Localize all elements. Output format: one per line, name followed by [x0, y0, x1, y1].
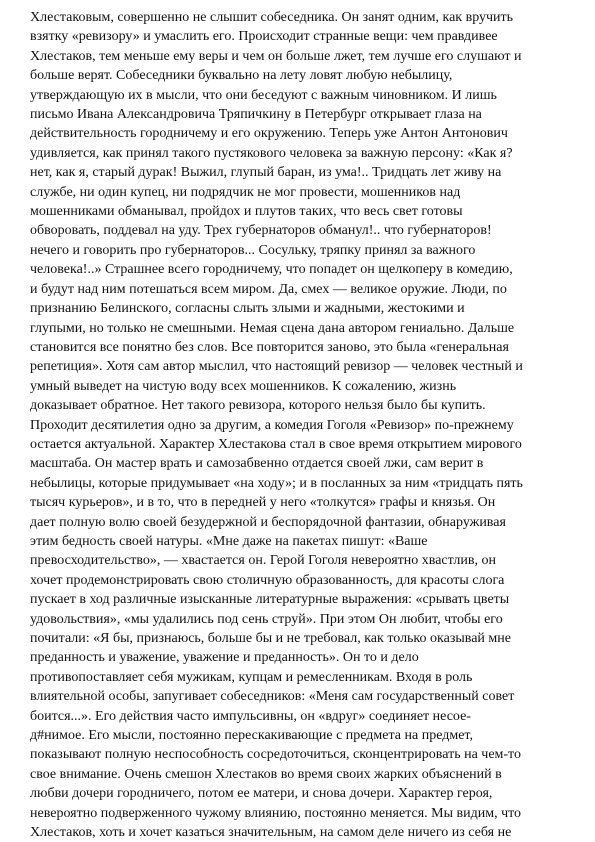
text-line: тысяч курьеров», и в то, что в передней у него «толкутся» графы и князья. Он: [30, 495, 496, 511]
text-line: доказывает обратное. Нет такого ревизора, которого нельзя было бы купить.: [30, 398, 486, 414]
text-line: пускает в ход различные изысканные литературные выражения: «срывать цветы: [30, 592, 510, 608]
text-line: любви дочери городничего, потом ее матери, и снова дочери. Характер героя,: [30, 786, 493, 802]
text-line: превосходительство», — хвастается он. Герой Гоголя невероятно хвастлив, он: [30, 553, 496, 569]
text-line: и будут над ним потешаться всем миром. Да, смех — великое оружие. Люди, по: [30, 281, 507, 297]
text-line: остается актуальной. Характер Хлестакова стал в свое время открытием мирового: [30, 436, 522, 452]
text-line: больше верят. Собеседники буквально на лету ловят любую небылицу,: [30, 68, 453, 84]
text-line: преданность и уважение, уважение и преданность». Он то и дело: [30, 650, 419, 666]
text-line: удивляется, как принял такого пустякового человека за важную персону: «Как я?: [30, 145, 513, 161]
text-line: глупыми, но только не смешными. Немая сцена дана автором гениально. Дальше: [30, 320, 515, 336]
text-line: нет, как я, старый дурак! Выжил, глупый баран, из ума!.. Тридцать лет живу на: [30, 165, 502, 181]
text-line: масштаба. Он мастер врать и самозабвенно отдается своей лжи, сам верит в: [30, 456, 484, 472]
text-line: человека!..» Страшнее всего городничему, что попадет он щелкоперу в комедию,: [30, 262, 513, 278]
text-line: боится...». Его действия часто импульсивны, он «вдруг» соединяет несое-: [30, 708, 471, 724]
text-line: взятку «ревизору» и умаслить его. Происходит странные вещи: чем правдивее: [30, 29, 498, 45]
text-line: Хлестаковым, совершенно не слышит собеседника. Он занят одним, как вручить: [30, 10, 514, 25]
text-line: удовольствия», «мы удалились под сень струй». При этом Он любит, чтобы его: [30, 611, 503, 627]
text-line: письмо Ивана Александровича Тряпичкину в Петербург открывает глаза на: [30, 107, 482, 123]
text-line: почитали: «Я бы, признаюсь, больше бы и не требовал, как только оказывай мне: [30, 631, 511, 646]
text-line: признанию Белинского, согласны слыть злыми и жадными, жестокими и: [30, 301, 465, 317]
text-line: обворовать, поддевал на уду. Трех губернаторов обманул!.. что губернаторов!: [30, 223, 492, 239]
text-line: нечего и говорить про губернаторов... Сосульку, тряпку принял за важного: [30, 242, 476, 258]
text-line: становится все понятно без слов. Все повторится заново, это была «генеральная: [30, 339, 509, 355]
text-line: действительность городничему и его окружению. Теперь уже Антон Антонович: [30, 126, 508, 142]
text-line: утверждающую их в мысли, что они беседуют с важным чиновником. И лишь: [30, 87, 497, 103]
text-line: невероятно подверженного чужому влиянию, постоянно меняется. Мы видим, что: [30, 805, 522, 821]
text-line: Хлестаков, тем меньше ему веры и чем он больше лжет, тем лучше его слушают и: [30, 48, 522, 64]
essay-text: [30, 8, 570, 842]
text-line: Проходит десятилетия одно за другим, а комедия Гоголя «Ревизор» по-прежнему: [30, 417, 514, 433]
text-line: умный выведет на чистую воду всех мошенников. К сожалению, жизнь: [30, 378, 457, 394]
text-line: этим бедность своей натуры. «Мне даже на пакетах пишут: «Ваше: [30, 533, 428, 549]
text-line: д#нимое. Его мысли, постоянно перескакивающие с предмета на предмет,: [30, 728, 473, 744]
text-line: показывают полную неспособность сосредоточиться, сконцентрировать на чем-то: [30, 747, 521, 763]
text-line: дает полную волю своей безудержной и беспорядочной фантазии, обнаруживая: [30, 514, 506, 530]
text-line: мошенниками обманывал, пройдох и плутов таких, что весь свет готовы: [30, 204, 463, 220]
text-line: влиятельной особы, запугивает собеседников: «Меня сам государственный совет: [30, 689, 515, 705]
text-line: хочет продемонстрировать свою столичную образованность, для красоты слога: [30, 572, 505, 588]
text-line: противопоставляет себя мужикам, купцам и ремесленникам. Входя в роль: [30, 669, 473, 685]
text-line: свое внимание. Очень смешон Хлестаков во время своих жарких объяснений в: [30, 766, 502, 782]
text-line: репетиция». Хотя сам автор мыслил, что настоящий ревизор — человек честный и: [30, 359, 523, 375]
text-line: Хлестаков, хоть и хочет казаться значительным, на самом деле ничего из себя не: [30, 825, 512, 841]
text-line: небылицы, которые придумывает «на ходу»; и в посланных за ним «тридцать пять: [30, 475, 523, 491]
text-line: службе, ни один купец, ни подрядчик не мог провести, мошенников над: [30, 184, 461, 200]
